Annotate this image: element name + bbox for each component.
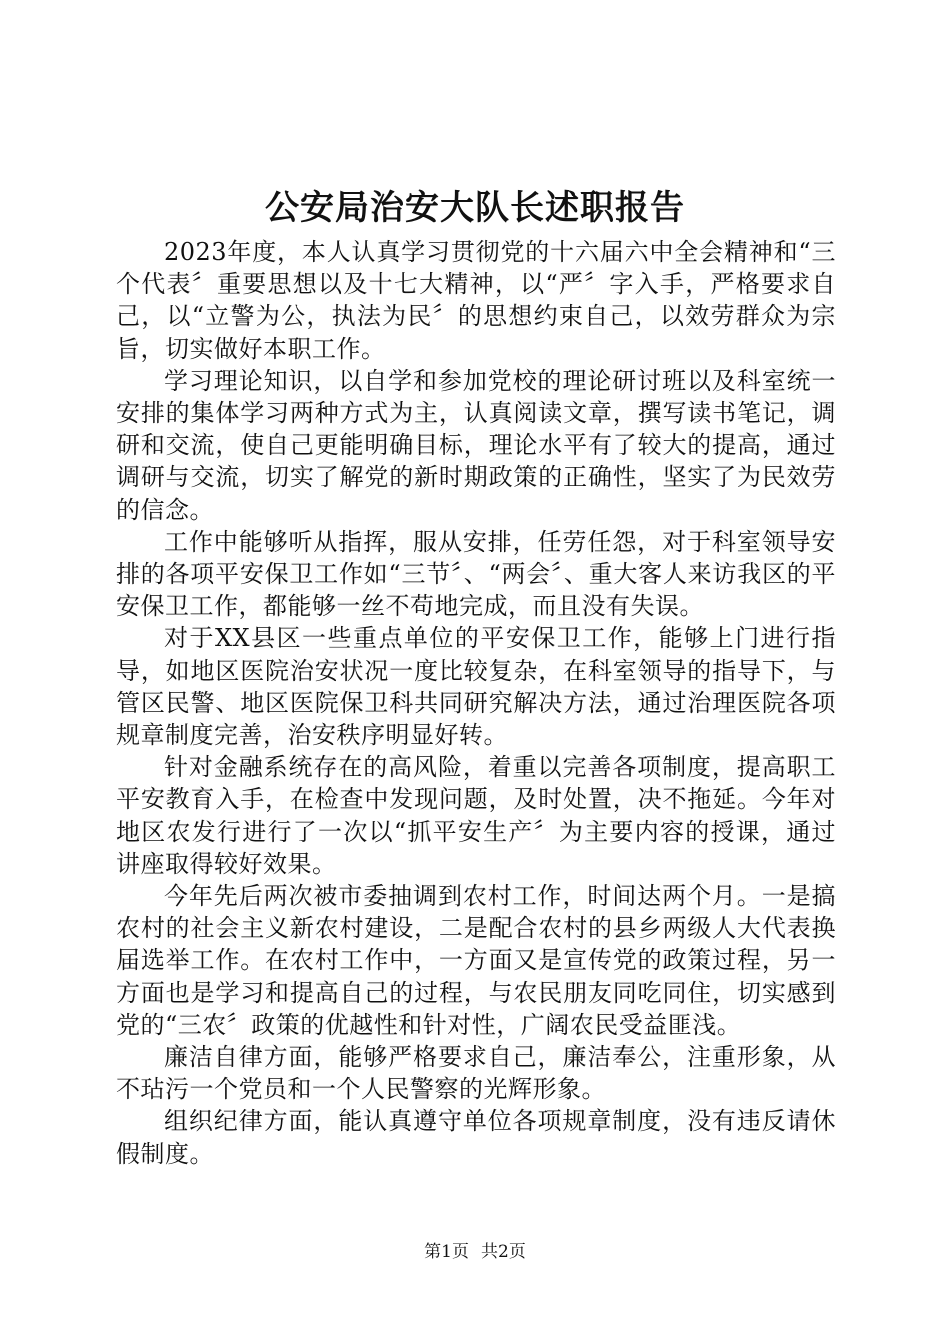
page-total: 共2页 — [481, 1242, 526, 1262]
paragraph-8: 组织纪律方面，能认真遵守单位各项规章制度，没有违反请休假制度。 — [116, 1107, 836, 1168]
paragraph-1: 2023年度，本人认真学习贯彻党的十六届六中全会精神和“三个代表〞重要思想以及十七大精神，以“严〞字入手，严格要求自己，以“立警为公，执法为民〞的思想约束自己，以效劳群众为宗旨，切实做好本职工作。 — [116, 238, 836, 363]
document-title: 公安局治安大队长述职报告 — [265, 188, 685, 228]
paragraph-3: 工作中能够听从指挥，服从安排，任劳任怨，对于科室领导安排的各项平安保卫工作如“三节〞、“两会〞、重大客人来访我区的平安保卫工作，都能够一丝不苟地完成，而且没有失误。 — [116, 527, 836, 621]
paragraph-2: 学习理论知识，以自学和参加党校的理论研讨班以及科室统一安排的集体学习两种方式为主，认真阅读文章，撰写读书笔记，调研和交流，使自己更能明确目标，理论水平有了较大的提高，通过调研与交流，切实了解党的新时期政策的正确性，坚实了为民效劳的信念。 — [116, 366, 836, 524]
document-body — [116, 236, 836, 1170]
paragraph-7: 廉洁自律方面，能够严格要求自己，廉洁奉公，注重形象，从不玷污一个党员和一个人民警察的光辉形象。 — [116, 1043, 836, 1104]
paragraph-6: 今年先后两次被市委抽调到农村工作，时间达两个月。一是搞农村的社会主义新农村建设，二是配合农村的县乡两级人大代表换届选举工作。在农村工作中，一方面又是宣传党的政策过程，另一方面也是学习和提高自己的过程，与农民朋友同吃同住，切实感到党的“三农〞政策的优越性和针对性，广阔农民受益匪浅。 — [116, 882, 836, 1039]
page-footer — [0, 1240, 950, 1264]
page-number: 第1页 — [424, 1242, 469, 1262]
paragraph-5: 针对金融系统存在的高风险，着重以完善各项制度，提高职工平安教育入手，在检查中发现问题，及时处置，决不拖延。今年对地区农发行进行了一次以“抓平安生产〞为主要内容的授课，通过讲座取得较好效果。 — [116, 753, 836, 878]
paragraph-4: 对于XX县区一些重点单位的平安保卫工作，能够上门进行指导，如地区医院治安状况一度比较复杂，在科室领导的指导下，与管区民警、地区医院保卫科共同研究解决方法，通过治理医院各项规章制度完善，治安秩序明显好转。 — [116, 624, 836, 750]
